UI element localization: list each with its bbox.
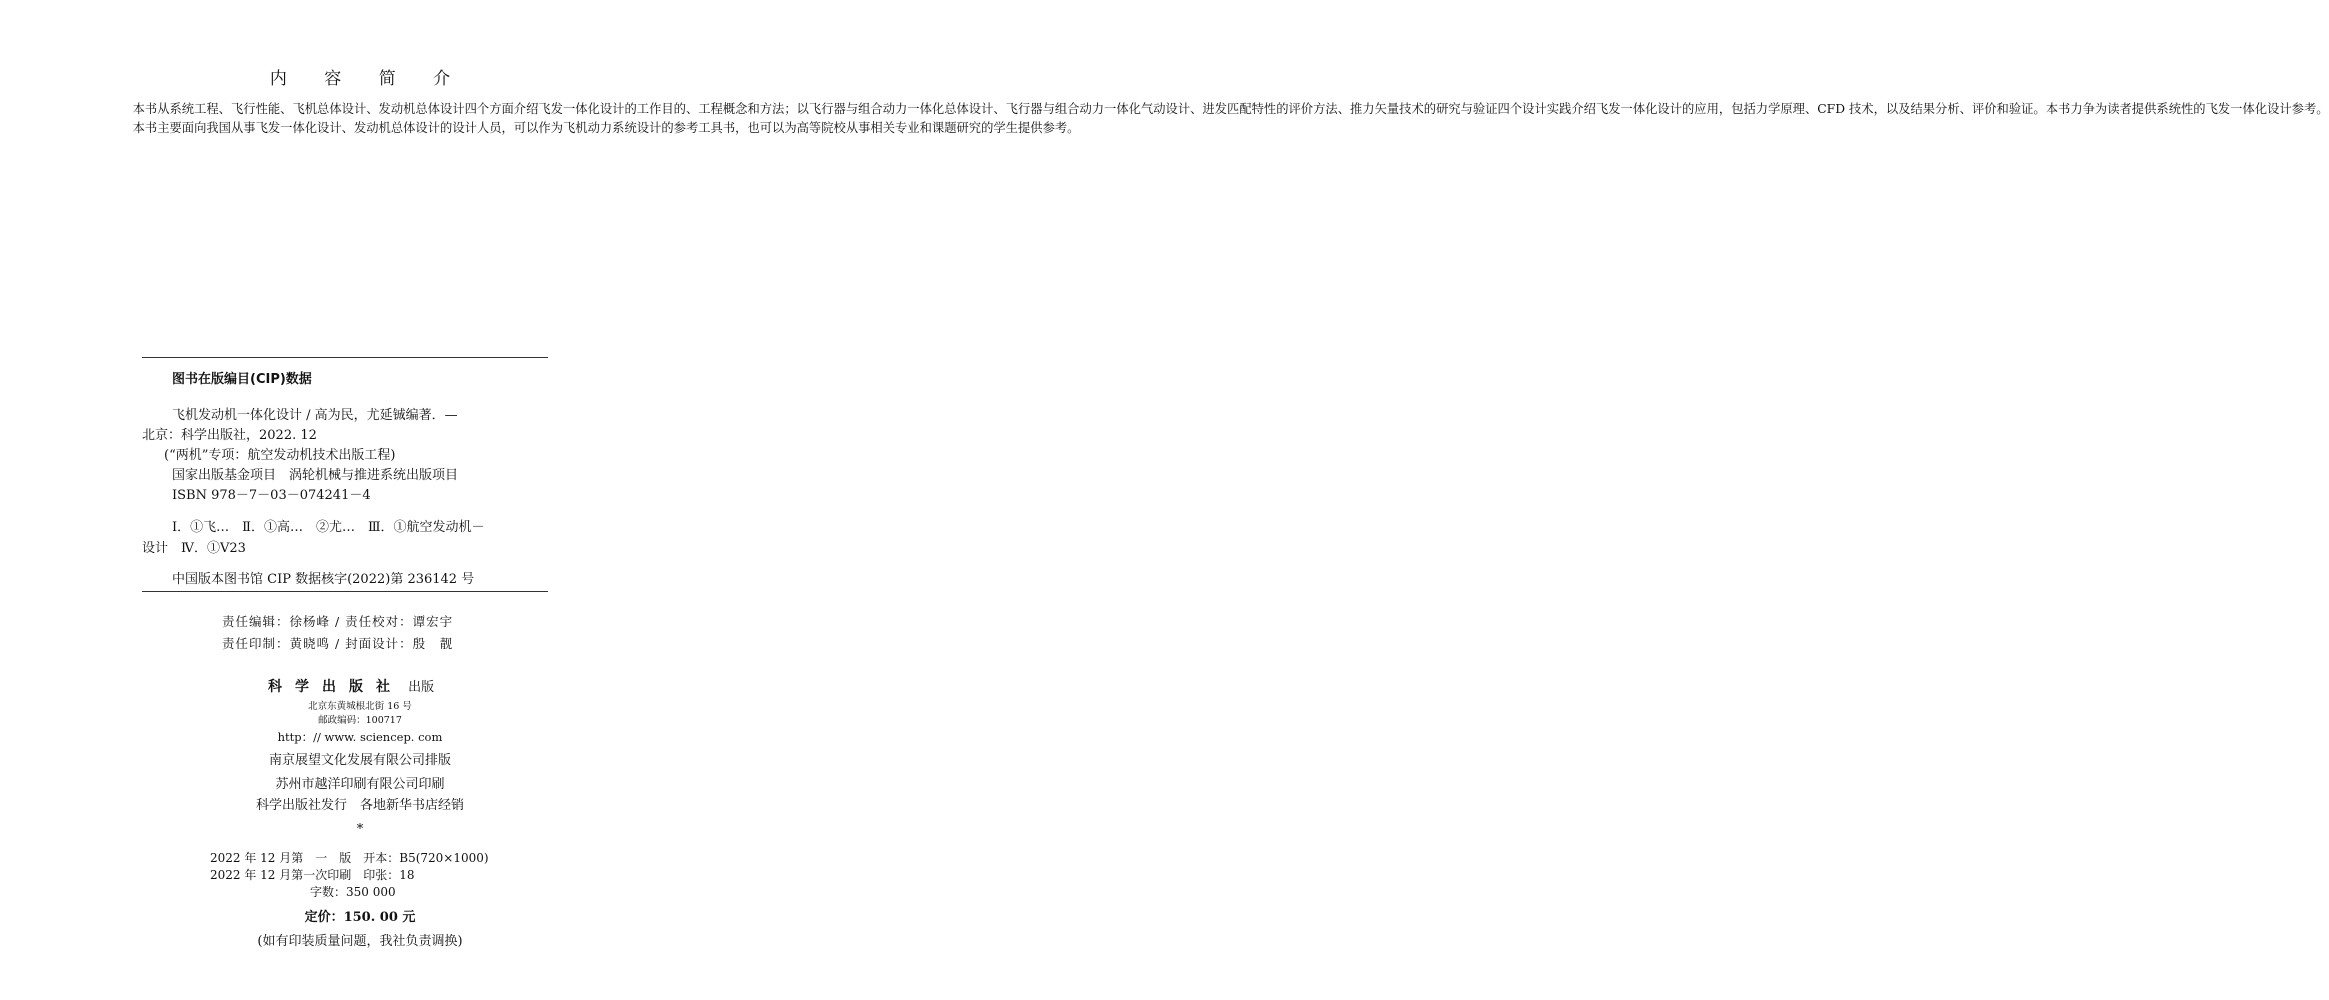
cip-record-number: 中国版本图书馆 CIP 数据核字(2022)第 236142 号 (172, 572, 475, 587)
cip-heading: 图书在版编目(CIP)数据 (172, 372, 312, 387)
publisher-url: http：// www. sciencep. com (277, 730, 443, 744)
word-count: 字数：350 000 (310, 885, 396, 899)
distribution-line: 科学出版社发行 各地新华书店经销 (255, 798, 464, 813)
cip-line-3: (“两机”专项：航空发动机技术出版工程) (164, 448, 396, 463)
printer-line: 苏州市越洋印刷有限公司印刷 (275, 777, 445, 792)
cip-line-1: 飞机发动机一体化设计 / 高为民，尤延铖编著．— (172, 408, 458, 423)
intro-paragraph-1: 本书从系统工程、飞行性能、飞机总体设计、发动机总体设计四个方面介绍飞发一体化设计的工作目的、工程概念和方法；以飞行器与组合动力一体化总体设计、飞行器与组合动力一体化气动设计、进发匹配特性的评价方法、推力矢量技术的研究与验证四个设计实践介绍飞发一体化设计的应用，包括力学原理、CFD 技术，以及结果分析、评价和验证。本书力争为读者提供系统性的飞发一体化设计参考。 (132, 102, 2329, 116)
edition-line-2: 2022 年 12 月第一次印刷 印张：18 (210, 868, 415, 882)
asterisk-separator: * (356, 822, 364, 837)
staff-line-2: 责任印制：黄晓鸣 / 封面设计：殷 靓 (222, 636, 454, 651)
price: 定价：150. 00 元 (304, 910, 416, 925)
edition-line-1: 2022 年 12 月第 一 版 开本：B5(720×1000) (210, 851, 489, 865)
publisher-suffix: 出版 (408, 680, 435, 695)
intro-paragraph-2: 本书主要面向我国从事飞发一体化设计、发动机总体设计的设计人员，可以作为飞机动力系统设计的参考工具书，也可以为高等院校从事相关专业和课题研究的学生提供参考。 (132, 121, 1080, 136)
page-title: 内 容 简 介 (269, 69, 467, 89)
staff-line-1: 责任编辑：徐杨峰 / 责任校对：谭宏宇 (222, 614, 454, 629)
cip-line-6: Ⅰ．①飞… Ⅱ．①高… ②尤… Ⅲ．①航空发动机－ (172, 520, 485, 535)
publisher-line (268, 676, 434, 696)
cip-line-2: 北京：科学出版社，2022. 12 (142, 428, 317, 443)
cip-line-4: 国家出版基金项目 涡轮机械与推进系统出版项目 (172, 468, 459, 483)
intro-section (108, 100, 2329, 139)
publisher-postcode: 邮政编码：100717 (318, 715, 402, 726)
cip-bottom-rule (142, 591, 548, 592)
typesetter-line: 南京展望文化发展有限公司排版 (268, 753, 451, 768)
cip-line-7: 设计 Ⅳ．①V23 (142, 541, 246, 556)
publisher-address: 北京东黄城根北街 16 号 (308, 701, 412, 712)
publisher-logo: 科学出版社 (268, 679, 403, 695)
cip-isbn: ISBN 978－7－03－074241－4 (172, 488, 371, 503)
quality-notice: (如有印装质量问题，我社负责调换) (257, 934, 463, 949)
cip-top-rule (142, 357, 548, 358)
